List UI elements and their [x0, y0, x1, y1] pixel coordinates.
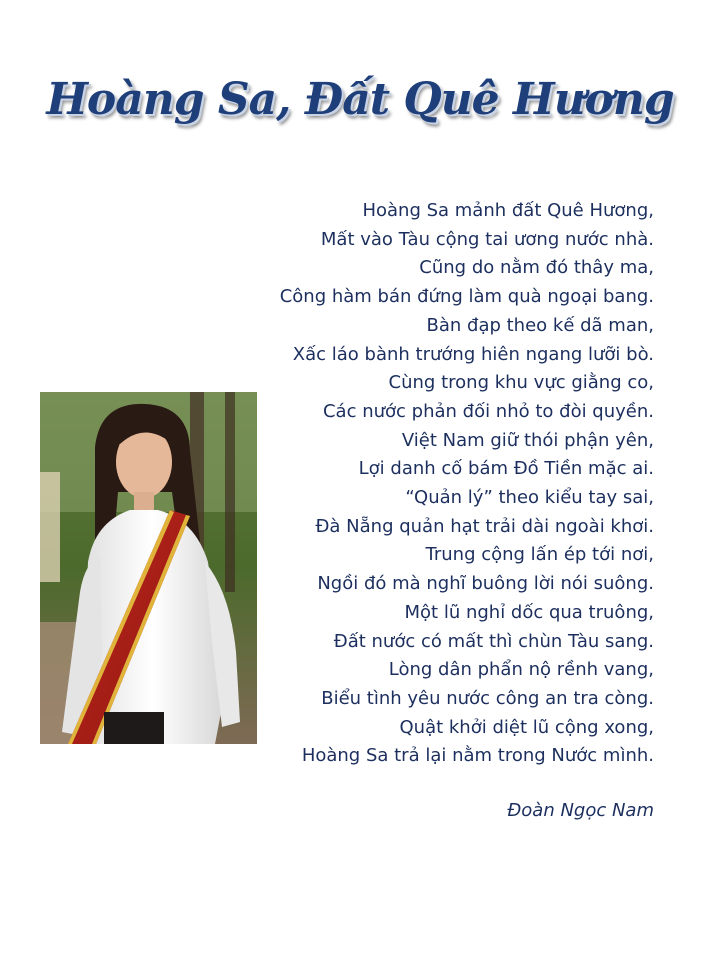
- poem-line: Cùng trong khu vực giằng co,: [388, 372, 654, 394]
- poem-line: Đà Nẵng quản hạt trải dài ngoài khơi.: [315, 515, 654, 537]
- poem-line: Ngồi đó mà nghĩ buông lời nói suông.: [317, 573, 654, 595]
- poem-line: Biểu tình yêu nước công an tra còng.: [321, 687, 654, 709]
- poem-line: Hoàng Sa mảnh đất Quê Hương,: [362, 200, 654, 221]
- poem-line: Cũng do nằm đó thây ma,: [419, 257, 654, 279]
- poem-line: Một lũ nghỉ dốc qua truông,: [404, 601, 654, 623]
- poem-line: Xấc láo bành trướng hiên ngang lưỡi bò.: [292, 343, 654, 365]
- portrait-photo: [40, 392, 257, 744]
- poem-line: Mất vào Tàu cộng tai ương nước nhà.: [320, 228, 654, 250]
- poem: [280, 197, 654, 771]
- page-title: Hoàng Sa, Đất Quê Hương: [46, 74, 674, 125]
- poem-line: Công hàm bán đứng làm quà ngoại bang.: [279, 286, 654, 308]
- poem-line: Hoàng Sa trả lại nằm trong Nước mình.: [301, 745, 654, 767]
- poem-line: Quật khởi diệt lũ cộng xong,: [399, 716, 654, 738]
- poem-line: Trung cộng lấn ép tới nơi,: [425, 544, 654, 566]
- poem-line: Lợi danh cố bám Đồ Tiền mặc ai.: [358, 458, 654, 480]
- poem-line: “Quản lý” theo kiểu tay sai,: [405, 487, 654, 509]
- poem-line: Lòng dân phẩn nộ rềnh vang,: [388, 659, 654, 681]
- poem-line: Bàn đạp theo kế dã man,: [426, 314, 654, 336]
- poem-line: Các nước phản đối nhỏ to đòi quyền.: [322, 400, 654, 422]
- author-signature: Đoàn Ngọc Nam: [507, 800, 654, 821]
- poem-line: Đất nước có mất thì chùn Tàu sang.: [333, 630, 654, 652]
- poem-line: Việt Nam giữ thói phận yên,: [401, 429, 654, 451]
